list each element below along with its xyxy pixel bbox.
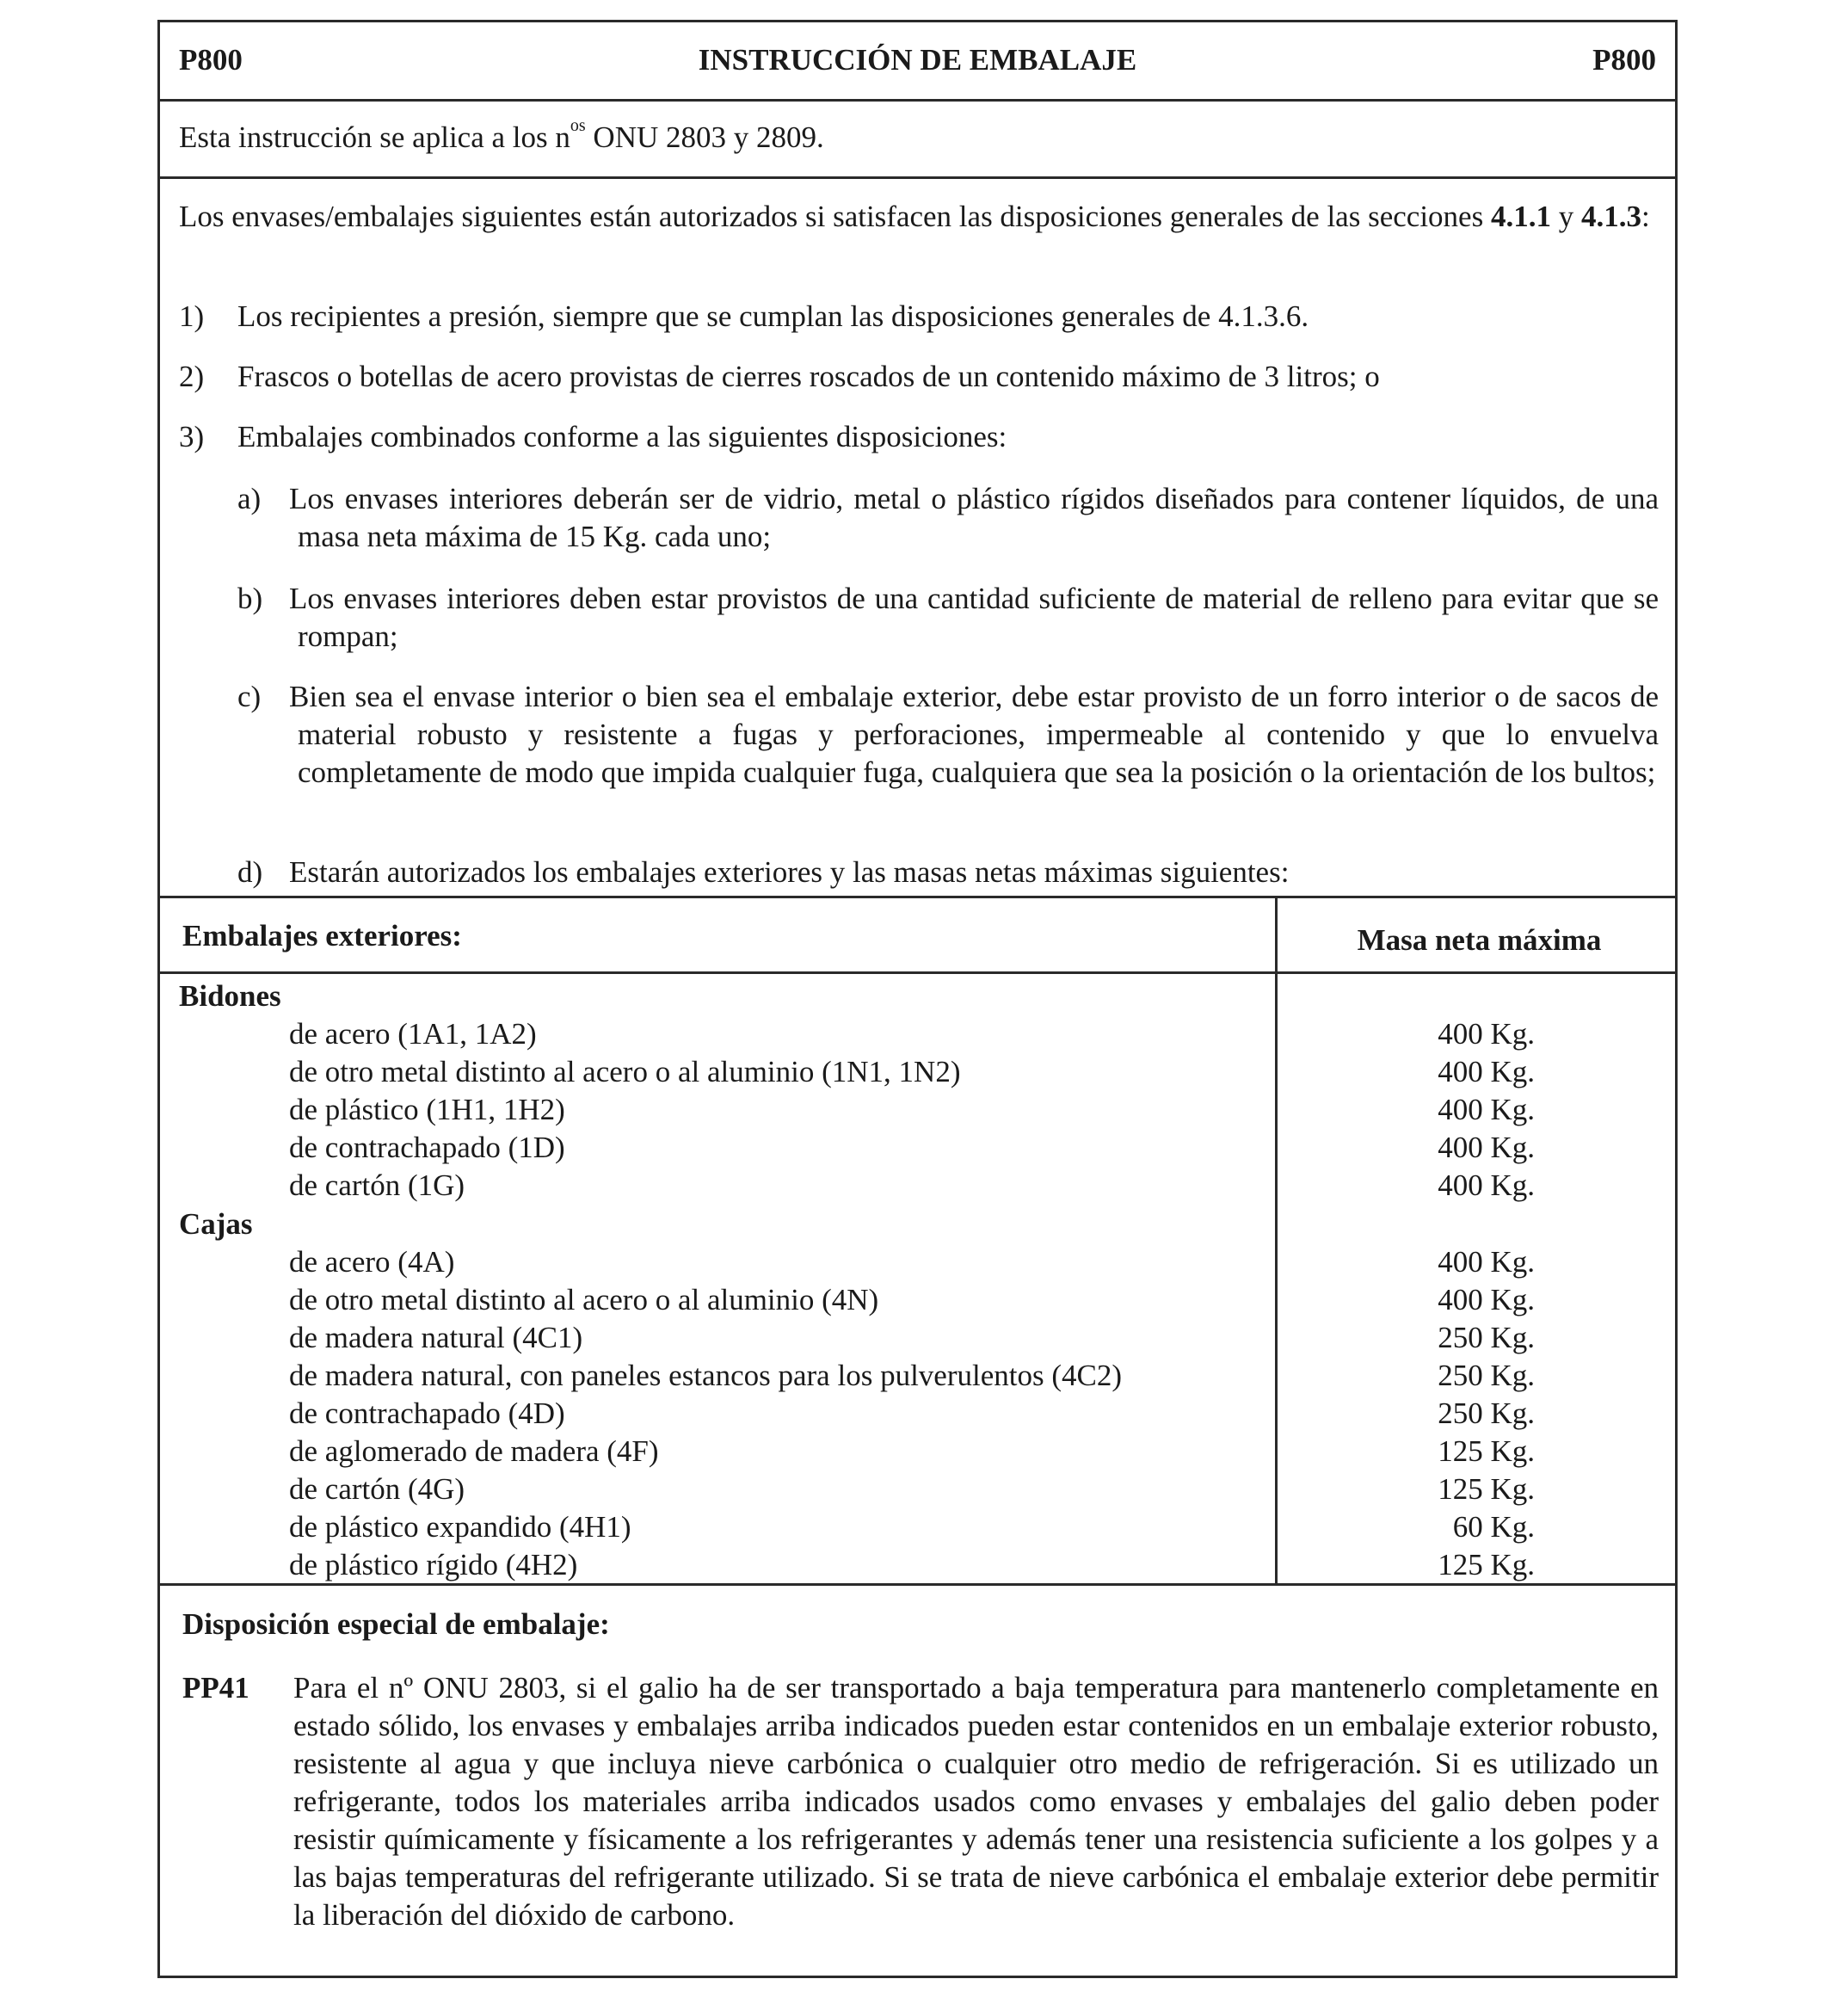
subitem-text-c: Bien sea el envase interior o bien sea el embalaje exterior, debe estar provisto de un forro interior o de sacos de material robusto y resistente a fugas y perforaciones, impermeable al contenido y que lo envuelva completamente de modo que impida cualquier fuga, cualquiera que sea la posición o la orientación de los bultos; [289, 680, 1659, 789]
intro-end: : [1641, 200, 1650, 233]
subitem-text: Estarán autorizados los embalajes exteriores y las masas netas máximas siguientes: [289, 855, 1290, 889]
item-text: Los recipientes a presión, siempre que se cumplan las disposiciones generales de 4.1.3.6. [237, 299, 1309, 333]
intro-text: Los envases/embalajes siguientes están autorizados si satisfacen las disposiciones generales de las secciones [179, 200, 1491, 233]
intro-ref-2: 4.1.3 [1580, 200, 1641, 233]
table-row-mass: 250 Kg. [1438, 1321, 1535, 1354]
table-row-mass: 400 Kg. [1438, 1055, 1535, 1088]
table-row-mass: 250 Kg. [1438, 1396, 1535, 1430]
divider [160, 176, 1675, 179]
special-provision-text: Para el nº ONU 2803, si el galio ha de ser transportado a baja temperatura para mantenerlo completamente en estado sólido, los envases y embalajes arriba indicados pueden estar contenidos en un embalaje exterior robusto, resistente al agua y que incluya nieve carbónica o cualquier otro medio de refrigeración. Si es utilizado un refrigerante, todos los materiales arriba indicados usados como envases y embalajes del galio deben poder resistir químicamente y físicamente a los refrigerantes y además tener una resistencia suficiente a los golpes y a las bajas temperaturas del refrigerante utilizado. Si se trata de nieve carbónica el embalaje exterior debe permitir la liberación del dióxido de carbono. [293, 1671, 1659, 1932]
subitem-letter: d) [237, 855, 263, 889]
table-row-mass: 400 Kg. [1438, 1283, 1535, 1316]
intro-paragraph [179, 198, 1659, 236]
table-group-heading: Bidones [179, 979, 281, 1013]
table-row-label: de contrachapado (1D) [289, 1131, 565, 1164]
applies-text [179, 116, 824, 157]
special-provision-heading: Disposición especial de embalaje: [182, 1607, 610, 1641]
table-row-mass: 400 Kg. [1438, 1093, 1535, 1126]
subitem-letter: a) [237, 482, 262, 515]
item-text: Frascos o botellas de acero provistas de cierres roscados de un contenido máximo de 3 litros; o [237, 360, 1380, 393]
table-row-mass: 400 Kg. [1438, 1168, 1535, 1202]
applies-superscript: os [570, 116, 586, 136]
divider [160, 99, 1675, 102]
intro-ref-1: 4.1.1 [1490, 200, 1551, 233]
packing-instruction-box [157, 20, 1678, 1978]
table-row-label: de aglomerado de madera (4F) [289, 1434, 659, 1468]
table-row-label: de plástico rígido (4H2) [289, 1548, 578, 1581]
table-row-mass: 400 Kg. [1438, 1017, 1535, 1051]
divider [160, 896, 1675, 898]
table-group-heading: Cajas [179, 1207, 253, 1241]
table-row-mass: 250 Kg. [1438, 1359, 1535, 1392]
table-row-label: de otro metal distinto al acero o al aluminio (4N) [289, 1283, 879, 1316]
table-row-mass: 400 Kg. [1438, 1131, 1535, 1164]
special-provision-code: PP41 [182, 1671, 249, 1705]
table-header-packaging: Embalajes exteriores: [182, 919, 462, 953]
table-header-mass: Masa neta máxima [1357, 923, 1602, 957]
table-row-label: de otro metal distinto al acero o al aluminio (1N1, 1N2) [289, 1055, 961, 1088]
applies-text-start: Esta instrucción se aplica a los n [179, 120, 570, 154]
subitem-text [289, 580, 1659, 656]
applies-text-end: ONU 2803 y 2809. [585, 120, 824, 154]
page-title: INSTRUCCIÓN DE EMBALAJE [698, 43, 1137, 77]
subitem-text-a: Los envases interiores deberán ser de vidrio, metal o plástico rígidos diseñados para contener líquidos, de una masa neta máxima de 15 Kg. cada uno; [289, 482, 1659, 553]
table-row-mass: 125 Kg. [1438, 1434, 1535, 1468]
subitem-letter: b) [237, 582, 263, 615]
table-row-label: de madera natural (4C1) [289, 1321, 583, 1354]
item-number: 3) [179, 420, 205, 453]
subitem-text [289, 678, 1659, 792]
table-row-label: de acero (1A1, 1A2) [289, 1017, 537, 1051]
table-row-label: de contrachapado (4D) [289, 1396, 565, 1430]
table-row-label: de acero (4A) [289, 1245, 455, 1279]
item-text: Embalajes combinados conforme a las siguientes disposiciones: [237, 420, 1007, 453]
table-row-mass: 60 Kg. [1452, 1510, 1535, 1544]
item-number: 2) [179, 360, 205, 393]
subitem-text [289, 480, 1659, 556]
subitem-letter: c) [237, 680, 262, 713]
table-row-label: de cartón (4G) [289, 1472, 465, 1506]
subitem-text-b: Los envases interiores deben estar provistos de una cantidad suficiente de material de relleno para evitar que se rompan; [289, 582, 1659, 653]
table-row-mass: 125 Kg. [1438, 1472, 1535, 1506]
table-row-label: de plástico (1H1, 1H2) [289, 1093, 565, 1126]
table-column-divider [1275, 896, 1278, 1584]
intro-mid: y [1550, 200, 1581, 233]
instruction-code-left: P800 [179, 43, 243, 77]
table-row-mass: 400 Kg. [1438, 1245, 1535, 1279]
instruction-code-right: P800 [1592, 43, 1656, 77]
table-row-label: de cartón (1G) [289, 1168, 465, 1202]
divider [160, 971, 1675, 974]
table-row-label: de madera natural, con paneles estancos para los pulverulentos (4C2) [289, 1359, 1122, 1392]
table-row-label: de plástico expandido (4H1) [289, 1510, 631, 1544]
item-number: 1) [179, 299, 205, 333]
table-row-mass: 125 Kg. [1438, 1548, 1535, 1581]
